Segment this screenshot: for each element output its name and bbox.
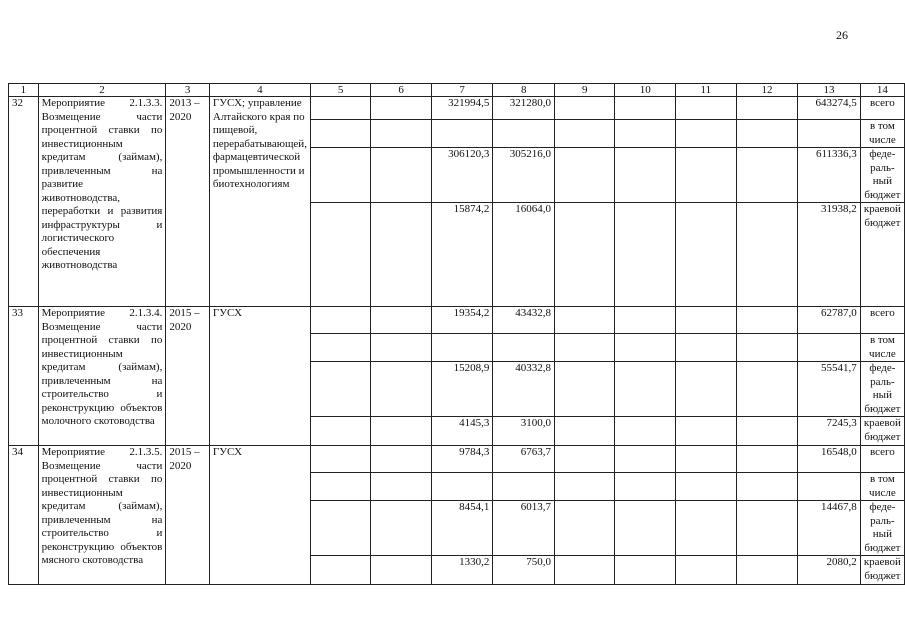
total-cell-col13: 2080,2 xyxy=(798,556,861,585)
empty-cell-col9 xyxy=(554,556,614,585)
value-cell-col7: 8454,1 xyxy=(431,501,493,556)
funding-source-cell: в том числе xyxy=(860,120,904,148)
empty-cell-col11 xyxy=(676,473,737,501)
column-number-header: 1 xyxy=(9,84,39,97)
total-cell-col13 xyxy=(798,334,861,362)
value-cell-col8 xyxy=(493,334,555,362)
funding-source-cell: в том числе xyxy=(860,473,904,501)
funding-source-cell: феде-раль-ный бюджет xyxy=(860,148,904,203)
column-number-header: 9 xyxy=(554,84,614,97)
value-cell-col8 xyxy=(493,473,555,501)
empty-cell-col9 xyxy=(554,148,614,203)
funding-source-cell: всего xyxy=(860,307,904,334)
empty-cell-col5 xyxy=(310,362,370,417)
empty-cell-col5 xyxy=(310,203,370,307)
value-cell-col8: 43432,8 xyxy=(493,307,555,334)
empty-cell-col10 xyxy=(615,148,676,203)
empty-cell-col9 xyxy=(554,417,614,446)
empty-cell-col5 xyxy=(310,556,370,585)
empty-cell-col12 xyxy=(736,473,798,501)
value-cell-col7: 306120,3 xyxy=(431,148,493,203)
value-cell-col8: 6013,7 xyxy=(493,501,555,556)
empty-cell-col9 xyxy=(554,120,614,148)
empty-cell-col5 xyxy=(310,334,370,362)
measure-name-cell: Мероприятие 2.1.3.4. Возмещение части процентной ставки по инвестиционным кредитам (займам), привлеченным на строительство и реконструкцию объектов молочного скотоводства xyxy=(38,307,166,446)
total-cell-col13 xyxy=(798,120,861,148)
empty-cell-col10 xyxy=(615,97,676,120)
empty-cell-col11 xyxy=(676,362,737,417)
column-number-header: 5 xyxy=(310,84,370,97)
funding-source-cell: краевой бюджет xyxy=(860,203,904,307)
empty-cell-col10 xyxy=(615,203,676,307)
empty-cell-col10 xyxy=(615,362,676,417)
total-cell-col13: 31938,2 xyxy=(798,203,861,307)
column-number-header: 12 xyxy=(736,84,798,97)
value-cell-col7 xyxy=(431,120,493,148)
total-cell-col13: 55541,7 xyxy=(798,362,861,417)
empty-cell-col9 xyxy=(554,334,614,362)
executor-cell: ГУСХ; управление Алтайского края по пищевой, перерабатывающей, фармацевтической промышленности и биотехнологиям xyxy=(209,97,310,307)
empty-cell-col11 xyxy=(676,556,737,585)
period-cell: 2013 – 2020 xyxy=(166,97,210,307)
period-cell: 2015 – 2020 xyxy=(166,307,210,446)
empty-cell-col9 xyxy=(554,307,614,334)
empty-cell-col6 xyxy=(371,120,431,148)
empty-cell-col6 xyxy=(371,473,431,501)
funding-source-cell: краевой бюджет xyxy=(860,556,904,585)
executor-cell: ГУСХ xyxy=(209,307,310,446)
empty-cell-col6 xyxy=(371,501,431,556)
value-cell-col7: 15874,2 xyxy=(431,203,493,307)
empty-cell-col12 xyxy=(736,148,798,203)
empty-cell-col6 xyxy=(371,307,431,334)
empty-cell-col9 xyxy=(554,203,614,307)
row-number-cell: 32 xyxy=(9,97,39,307)
value-cell-col7: 19354,2 xyxy=(431,307,493,334)
empty-cell-col11 xyxy=(676,148,737,203)
empty-cell-col6 xyxy=(371,203,431,307)
value-cell-col7: 4145,3 xyxy=(431,417,493,446)
empty-cell-col5 xyxy=(310,307,370,334)
value-cell-col7: 321994,5 xyxy=(431,97,493,120)
empty-cell-col11 xyxy=(676,417,737,446)
empty-cell-col12 xyxy=(736,120,798,148)
empty-cell-col6 xyxy=(371,148,431,203)
column-number-header: 14 xyxy=(860,84,904,97)
budget-table xyxy=(8,83,905,585)
column-number-header: 2 xyxy=(38,84,166,97)
empty-cell-col10 xyxy=(615,120,676,148)
funding-source-cell: всего xyxy=(860,446,904,473)
funding-source-cell: феде-раль-ный бюджет xyxy=(860,362,904,417)
measure-name-cell: Мероприятие 2.1.3.5. Возмещение части процентной ставки по инвестиционным кредитам (займам), привлеченным на строительство и реконструкцию объектов мясного скотоводства xyxy=(38,446,166,585)
empty-cell-col12 xyxy=(736,556,798,585)
value-cell-col8: 3100,0 xyxy=(493,417,555,446)
table-row xyxy=(9,97,905,120)
column-number-header: 13 xyxy=(798,84,861,97)
column-number-header: 8 xyxy=(493,84,555,97)
empty-cell-col5 xyxy=(310,501,370,556)
column-number-header: 7 xyxy=(431,84,493,97)
empty-cell-col9 xyxy=(554,501,614,556)
value-cell-col8: 6763,7 xyxy=(493,446,555,473)
funding-source-cell: краевой бюджет xyxy=(860,417,904,446)
funding-source-cell: всего xyxy=(860,97,904,120)
value-cell-col8: 305216,0 xyxy=(493,148,555,203)
empty-cell-col5 xyxy=(310,417,370,446)
value-cell-col7: 9784,3 xyxy=(431,446,493,473)
empty-cell-col5 xyxy=(310,148,370,203)
empty-cell-col5 xyxy=(310,446,370,473)
table-row xyxy=(9,446,905,473)
total-cell-col13: 611336,3 xyxy=(798,148,861,203)
executor-cell: ГУСХ xyxy=(209,446,310,585)
total-cell-col13: 643274,5 xyxy=(798,97,861,120)
row-number-cell: 34 xyxy=(9,446,39,585)
column-number-header: 4 xyxy=(209,84,310,97)
empty-cell-col6 xyxy=(371,97,431,120)
empty-cell-col11 xyxy=(676,446,737,473)
page-number: 26 xyxy=(836,28,848,42)
column-number-header: 10 xyxy=(615,84,676,97)
value-cell-col7: 15208,9 xyxy=(431,362,493,417)
empty-cell-col12 xyxy=(736,203,798,307)
empty-cell-col11 xyxy=(676,120,737,148)
funding-source-cell: феде-раль-ный бюджет xyxy=(860,501,904,556)
measure-name-cell: Мероприятие 2.1.3.3. Возмещение части процентной ставки по инвестиционным кредитам (займам), привлеченным на развитие животноводства, переработки и развития инфраструктуры и логистического обеспечения животноводства xyxy=(38,97,166,307)
empty-cell-col6 xyxy=(371,446,431,473)
empty-cell-col12 xyxy=(736,334,798,362)
total-cell-col13 xyxy=(798,473,861,501)
value-cell-col7 xyxy=(431,334,493,362)
empty-cell-col10 xyxy=(615,417,676,446)
empty-cell-col6 xyxy=(371,556,431,585)
column-number-header: 3 xyxy=(166,84,210,97)
empty-cell-col10 xyxy=(615,334,676,362)
value-cell-col8: 321280,0 xyxy=(493,97,555,120)
total-cell-col13: 16548,0 xyxy=(798,446,861,473)
empty-cell-col6 xyxy=(371,362,431,417)
value-cell-col8: 16064,0 xyxy=(493,203,555,307)
value-cell-col8 xyxy=(493,120,555,148)
empty-cell-col9 xyxy=(554,473,614,501)
empty-cell-col5 xyxy=(310,120,370,148)
empty-cell-col9 xyxy=(554,97,614,120)
empty-cell-col12 xyxy=(736,307,798,334)
empty-cell-col10 xyxy=(615,501,676,556)
total-cell-col13: 62787,0 xyxy=(798,307,861,334)
value-cell-col8: 750,0 xyxy=(493,556,555,585)
period-cell: 2015 – 2020 xyxy=(166,446,210,585)
empty-cell-col10 xyxy=(615,556,676,585)
empty-cell-col12 xyxy=(736,446,798,473)
table-row xyxy=(9,307,905,334)
total-cell-col13: 7245,3 xyxy=(798,417,861,446)
empty-cell-col12 xyxy=(736,362,798,417)
empty-cell-col12 xyxy=(736,97,798,120)
empty-cell-col10 xyxy=(615,307,676,334)
empty-cell-col6 xyxy=(371,417,431,446)
empty-cell-col10 xyxy=(615,446,676,473)
funding-source-cell: в том числе xyxy=(860,334,904,362)
empty-cell-col5 xyxy=(310,473,370,501)
value-cell-col8: 40332,8 xyxy=(493,362,555,417)
empty-cell-col12 xyxy=(736,417,798,446)
total-cell-col13: 14467,8 xyxy=(798,501,861,556)
empty-cell-col5 xyxy=(310,97,370,120)
value-cell-col7: 1330,2 xyxy=(431,556,493,585)
empty-cell-col11 xyxy=(676,97,737,120)
empty-cell-col11 xyxy=(676,307,737,334)
column-number-header: 11 xyxy=(676,84,737,97)
row-number-cell: 33 xyxy=(9,307,39,446)
empty-cell-col12 xyxy=(736,501,798,556)
empty-cell-col9 xyxy=(554,446,614,473)
empty-cell-col9 xyxy=(554,362,614,417)
empty-cell-col11 xyxy=(676,203,737,307)
empty-cell-col11 xyxy=(676,334,737,362)
value-cell-col7 xyxy=(431,473,493,501)
empty-cell-col11 xyxy=(676,501,737,556)
empty-cell-col6 xyxy=(371,334,431,362)
column-number-header: 6 xyxy=(371,84,431,97)
empty-cell-col10 xyxy=(615,473,676,501)
column-number-row xyxy=(9,84,905,97)
